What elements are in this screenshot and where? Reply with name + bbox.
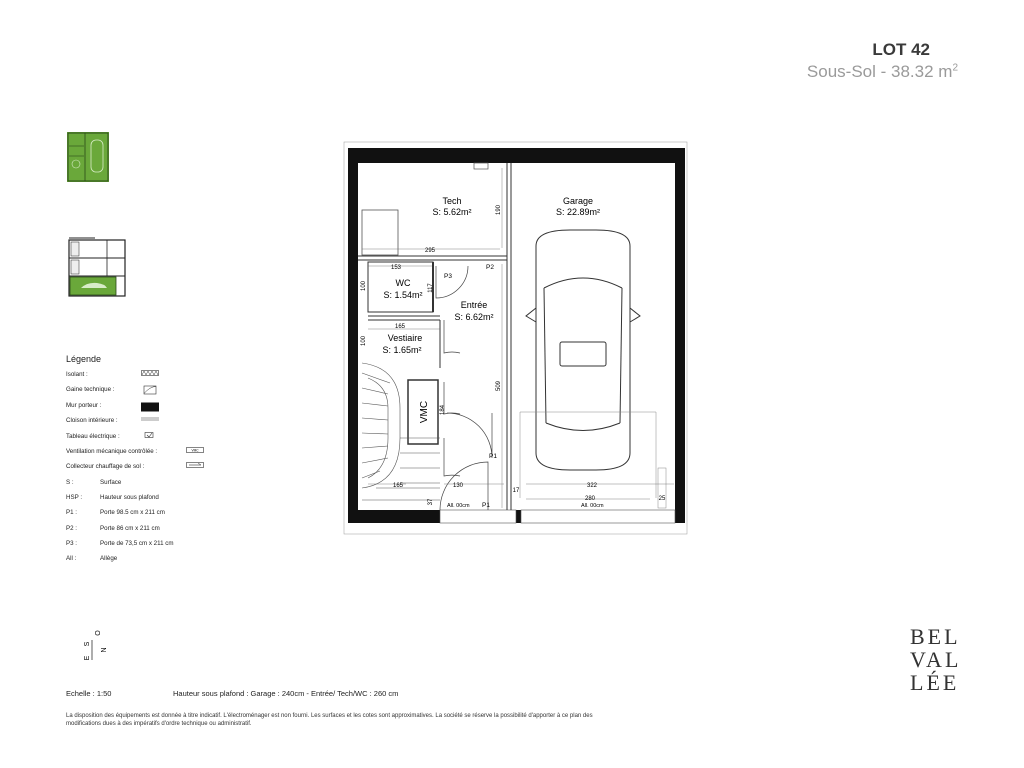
- dim-117: 117: [428, 283, 434, 293]
- partition-icon: [141, 416, 159, 422]
- abbr-value: Hauteur sous plafond: [100, 494, 159, 502]
- compass-icon: [78, 630, 118, 666]
- door-tag-p3: P3: [444, 273, 452, 280]
- logo-line: VAL: [910, 647, 962, 672]
- room-tech-name: Tech: [442, 196, 462, 206]
- door-p3: [436, 266, 468, 298]
- ceiling-height-label: Hauteur sous plafond : Garage : 240cm - Entrée/ Tech/WC : 260 cm: [173, 689, 399, 698]
- door-tag-p1-outer: P1: [482, 502, 490, 509]
- belvallee-logo: [910, 625, 966, 694]
- sill-entry: [440, 510, 516, 523]
- heating-collector-icon: [186, 462, 204, 468]
- door-tag-p2: P2: [486, 264, 494, 271]
- logo-line: LÉE: [910, 670, 960, 695]
- abbr-key: P1 :: [66, 509, 78, 517]
- dim-17: 17: [512, 488, 520, 494]
- floor-subtitle: [807, 62, 958, 82]
- abbr-value: Porte 86 cm x 211 cm: [100, 524, 160, 532]
- abbr-p1: [66, 509, 216, 524]
- room-vestiaire-name: Vestiaire: [387, 333, 423, 343]
- dim-322: 322: [586, 483, 598, 489]
- logo-line: BEL: [910, 624, 961, 649]
- room-entree-area: S: 6.62m²: [454, 312, 494, 322]
- floor-subtitle-text: Sous-Sol - 38.32 m: [806, 62, 953, 81]
- abbr-value: Porte 98.5 cm x 211 cm: [100, 509, 165, 517]
- abbr-key: S :: [66, 478, 74, 486]
- floor-plan: [340, 138, 695, 538]
- dim-184: 184: [440, 404, 446, 416]
- tech-cabinet: [362, 210, 398, 255]
- room-vestiaire-area: S: 1.65m²: [382, 345, 422, 355]
- compass-s: S: [84, 641, 91, 647]
- legend-title: Légende: [66, 354, 102, 364]
- dim-280: 280: [584, 496, 596, 502]
- wall-south-left: [358, 510, 440, 523]
- legend-item-duct: [66, 386, 216, 401]
- legend: [66, 354, 216, 571]
- sill-garage: [521, 510, 675, 523]
- wall-east: [675, 148, 685, 523]
- room-wc-area: S: 1.54m²: [383, 290, 423, 300]
- legend-label: Cloison intérieure :: [66, 417, 118, 425]
- vmc-label: VMC: [419, 400, 430, 424]
- disclaimer-text: La disposition des équipements est donnée à titre indicatif. L'électroménager est non fourni. Les surfaces et les cotes sont approximatives. La société se réserve la possibilité d'apporter à ce plan des modifications dues à des impératifs d'ordre technique ou administratif.: [66, 713, 593, 727]
- dim-165-top: 165: [394, 324, 406, 330]
- electrical-panel-symbol: [474, 163, 488, 169]
- room-entree-name: Entrée: [460, 300, 488, 310]
- dim-100-vestiaire: 100: [361, 335, 367, 347]
- dim-25: 25: [658, 496, 666, 502]
- electrical-panel-icon: [141, 432, 159, 438]
- abbr-key: All :: [66, 555, 77, 563]
- compass-o: O: [95, 630, 102, 636]
- abbr-p3: [66, 540, 216, 555]
- abbr-hsp: [66, 494, 216, 509]
- allege-entry: All. 00cm: [447, 503, 470, 509]
- abbr-key: HSP :: [66, 494, 83, 502]
- wall-north: [348, 148, 685, 163]
- abbr-s: [66, 479, 216, 494]
- vmc-icon-text: VMC: [191, 448, 199, 453]
- room-tech-area: S: 5.62m²: [432, 207, 472, 217]
- wall-south-mid: [516, 510, 521, 523]
- legend-label: Ventilation mécanique contrôlée :: [66, 447, 158, 455]
- dim-165-bottom: 165: [392, 483, 404, 489]
- legend-label: Collecteur chauffage de sol :: [66, 463, 145, 471]
- insulation-icon: [141, 370, 159, 376]
- legend-item-load-bearing-wall: [66, 402, 216, 417]
- abbr-key: P2 :: [66, 524, 78, 532]
- scale-label: Echelle : 1:50: [66, 689, 112, 698]
- load-bearing-wall-icon: [141, 401, 159, 410]
- dim-190: 190: [496, 204, 502, 216]
- car-icon: [526, 230, 640, 470]
- key-plan-top-thumbnail: [67, 132, 109, 182]
- abbr-key: P3 :: [66, 539, 78, 547]
- legend-label: Tableau électrique :: [66, 432, 120, 440]
- abbr-all: [66, 555, 216, 570]
- technical-duct-icon: [141, 384, 159, 393]
- compass-n: N: [101, 647, 108, 653]
- dim-37: 37: [428, 498, 434, 506]
- room-garage-name: Garage: [562, 196, 594, 206]
- abbr-value: Surface: [100, 478, 122, 486]
- allege-garage: All. 00cm: [581, 503, 604, 509]
- vmc-icon: [186, 447, 204, 453]
- abbr-p2: [66, 525, 216, 540]
- compass-e: E: [84, 655, 91, 661]
- dim-100-wc: 100: [361, 280, 367, 292]
- abbr-value: Allège: [100, 555, 118, 563]
- room-wc-name: WC: [395, 278, 411, 288]
- dim-295: 295: [424, 248, 436, 254]
- lot-title: LOT 42: [872, 40, 930, 59]
- garage-door-rails: [520, 412, 666, 508]
- abbr-value: Porte de 73,5 cm x 211 cm: [100, 539, 174, 547]
- room-garage-area: S: 22.89m²: [555, 207, 601, 217]
- door-vestiaire: [444, 320, 460, 353]
- floor-subtitle-unit: 2: [952, 62, 958, 74]
- dim-153: 153: [390, 265, 402, 271]
- staircase: [362, 363, 440, 500]
- key-plan-section-thumbnail: [67, 228, 127, 298]
- wall-west: [348, 148, 358, 523]
- legend-label: Isolant :: [66, 371, 88, 378]
- legend-label: Mur porteur :: [66, 401, 102, 409]
- door-tag-p1-inner: P1: [489, 453, 497, 460]
- legend-item-partition: [66, 417, 216, 432]
- legend-item-heating-collector: [66, 463, 216, 478]
- dim-509: 509: [496, 380, 502, 392]
- legend-label: Gaine technique :: [66, 386, 115, 394]
- legend-item-electrical-panel: [66, 433, 216, 448]
- dim-130: 130: [452, 483, 464, 489]
- legend-item-vmc: [66, 448, 216, 463]
